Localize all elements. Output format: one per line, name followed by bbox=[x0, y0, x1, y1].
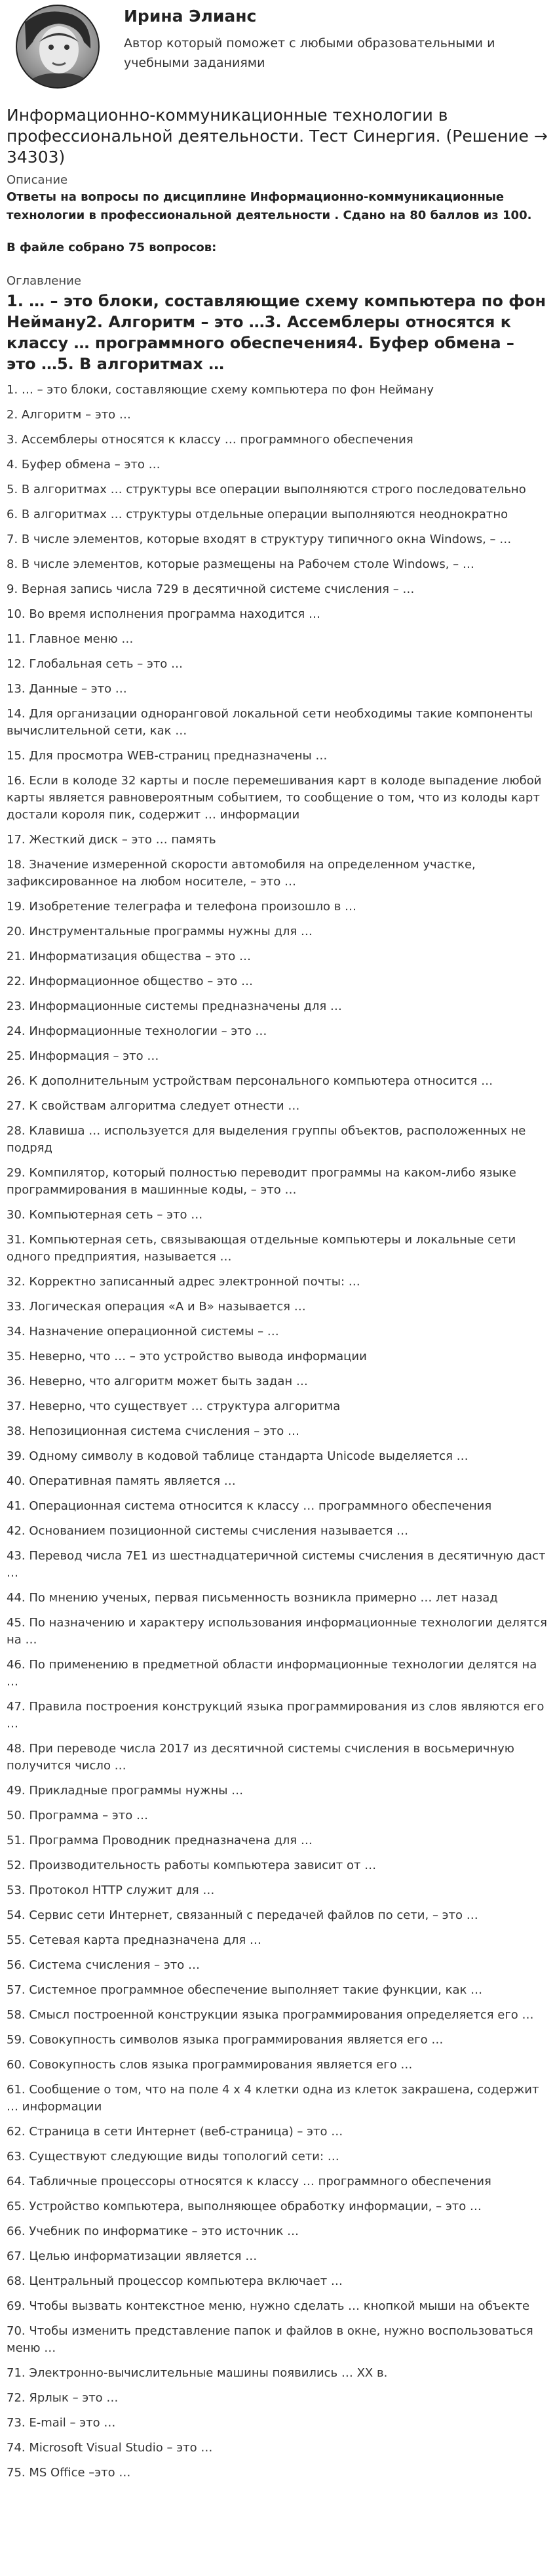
author-block bbox=[7, 0, 548, 94]
question-item: 45. По назначению и характеру использования информационные технологии делятся на … bbox=[7, 1616, 547, 1647]
question-item: 41. Операционная система относится к классу … программного обеспечения bbox=[7, 1499, 492, 1513]
question-item: 34. Назначение операционной системы – … bbox=[7, 1325, 279, 1338]
question-item: 42. Основанием позиционной системы счисления называется … bbox=[7, 1524, 409, 1538]
question-item: 19. Изобретение телеграфа и телефона произошло в … bbox=[7, 900, 357, 914]
question-item: 53. Протокол HTTP служит для … bbox=[7, 1883, 215, 1897]
question-item: 56. Система счисления – это … bbox=[7, 1958, 200, 1972]
question-item: 75. MS Office –это … bbox=[7, 2466, 131, 2480]
question-item: 18. Значение измеренной скорости автомобиля на определенном участке, зафиксированное на любом носителе, – это … bbox=[7, 858, 476, 889]
question-item: 31. Компьютерная сеть, связывающая отдельные компьютеры и локальные сети одного предприятия, называется … bbox=[7, 1233, 516, 1264]
question-item: 63. Существуют следующие виды топологий сети: … bbox=[7, 2150, 339, 2163]
question-item: 71. Электронно-вычислительные машины появились … XX в. bbox=[7, 2366, 388, 2380]
question-item: 47. Правила построения конструкций языка программирования из слов являются его … bbox=[7, 1700, 545, 1731]
question-item: 36. Неверно, что алгоритм может быть задан … bbox=[7, 1375, 308, 1388]
question-item: 67. Целью информатизации является … bbox=[7, 2249, 258, 2263]
question-item: 28. Клавиша … используется для выделения группы объектов, расположенных не подряд bbox=[7, 1124, 526, 1155]
question-item: 15. Для просмотра WEB-страниц предназначены … bbox=[7, 749, 328, 763]
question-item: 29. Компилятор, который полностью переводит программы на каком-либо языке программирования в машинные коды, – это … bbox=[7, 1166, 516, 1197]
question-item: 55. Сетевая карта предназначена для … bbox=[7, 1933, 261, 1947]
author-avatar[interactable] bbox=[7, 3, 108, 91]
description-label: Описание bbox=[7, 173, 68, 187]
question-item: 8. В числе элементов, которые размещены на Рабочем столе Windows, – … bbox=[7, 557, 474, 571]
question-item: 52. Производительность работы компьютера зависит от … bbox=[7, 1859, 377, 1872]
question-item: 74. Microsoft Visual Studio – это … bbox=[7, 2441, 213, 2455]
toc-text: 1. … – это блоки, составляющие схему компьютера по фон Нейману2. Алгоритм – это …3. Ассемблеры относятся к классу … программного обеспечения4. Буфер обмена – это …5. В алгоритмах … bbox=[7, 292, 546, 373]
question-item: 65. Устройство компьютера, выполняющее обработку информации, – это … bbox=[7, 2200, 482, 2213]
question-item: 1. … – это блоки, составляющие схему компьютера по фон Нейману bbox=[7, 383, 434, 397]
question-item: 58. Смысл построенной конструкции языка программирования определяется его … bbox=[7, 2008, 534, 2022]
question-item: 73. E-mail – это … bbox=[7, 2416, 116, 2430]
question-item: 20. Инструментальные программы нужны для … bbox=[7, 925, 313, 938]
question-item: 4. Буфер обмена – это … bbox=[7, 458, 161, 472]
question-item: 13. Данные – это … bbox=[7, 682, 127, 696]
question-item: 43. Перевод числа 7E1 из шестнадцатеричной системы счисления в десятичную даст … bbox=[7, 1549, 546, 1580]
question-item: 6. В алгоритмах … структуры отдельные операции выполняются неоднократно bbox=[7, 508, 508, 521]
question-item: 7. В числе элементов, которые входят в структуру типичного окна Windows, – … bbox=[7, 533, 512, 546]
question-item: 72. Ярлык – это … bbox=[7, 2391, 119, 2405]
avatar-icon bbox=[7, 3, 108, 91]
question-item: 25. Информация – это … bbox=[7, 1049, 159, 1063]
question-item: 68. Центральный процессор компьютера включает … bbox=[7, 2274, 343, 2288]
question-item: 16. Если в колоде 32 карты и после перемешивания карт в колоде выпадение любой карты является равновероятным событием, то сообщение о том, что из колоды карт достали короля пик, содержит … информации bbox=[7, 774, 542, 822]
question-item: 3. Ассемблеры относятся к классу … программного обеспечения bbox=[7, 433, 413, 447]
page-title: Информационно-коммуникационные технологии в профессиональной деятельности. Тест Синергия. (Решение → 34303) bbox=[7, 106, 548, 167]
question-item: 12. Глобальная сеть – это … bbox=[7, 657, 183, 671]
question-item: 5. В алгоритмах … структуры все операции выполняются строго последовательно bbox=[7, 483, 526, 496]
question-list bbox=[7, 378, 548, 2486]
question-item: 2. Алгоритм – это … bbox=[7, 408, 131, 422]
question-item: 17. Жесткий диск – это … память bbox=[7, 833, 216, 847]
question-item: 37. Неверно, что существует … структура алгоритма bbox=[7, 1399, 341, 1413]
description-text: Ответы на вопросы по дисциплине Информационно-коммуникационные технологии в профессиональной деятельности . Сдано на 80 баллов из 100. bbox=[7, 190, 532, 222]
question-item: 9. Верная запись числа 729 в десятичной системе счисления – … bbox=[7, 582, 415, 596]
question-item: 10. Во время исполнения программа находится … bbox=[7, 607, 320, 621]
question-item: 57. Системное программное обеспечение выполняет такие функции, как … bbox=[7, 1983, 483, 1997]
question-item: 50. Программа – это … bbox=[7, 1809, 148, 1822]
question-item: 60. Совокупность слов языка программирования является его … bbox=[7, 2058, 413, 2072]
toc-label: Оглавление bbox=[7, 274, 81, 288]
question-item: 61. Сообщение о том, что на поле 4 х 4 клетки одна из клеток закрашена, содержит … информации bbox=[7, 2083, 539, 2114]
question-item: 30. Компьютерная сеть – это … bbox=[7, 1208, 203, 1222]
question-item: 11. Главное меню … bbox=[7, 632, 134, 646]
question-item: 35. Неверно, что … – это устройство вывода информации bbox=[7, 1350, 367, 1363]
author-description: Автор который поможет с любыми образовательными и учебными заданиями bbox=[124, 36, 495, 70]
author-name[interactable]: Ирина Элианс bbox=[124, 7, 257, 26]
question-item: 26. К дополнительным устройствам персонального компьютера относится … bbox=[7, 1074, 493, 1088]
question-item: 38. Непозиционная система счисления – это … bbox=[7, 1424, 300, 1438]
question-item: 51. Программа Проводник предназначена для … bbox=[7, 1834, 313, 1847]
question-item: 48. При переводе числа 2017 из десятичной системы счисления в восьмеричную получится число … bbox=[7, 1742, 514, 1773]
question-item: 66. Учебник по информатике – это источник … bbox=[7, 2224, 299, 2238]
author-info bbox=[124, 3, 517, 73]
question-item: 23. Информационные системы предназначены для … bbox=[7, 999, 342, 1013]
question-item: 69. Чтобы вызвать контекстное меню, нужно сделать … кнопкой мыши на объекте bbox=[7, 2299, 530, 2313]
question-item: 22. Информационное общество – это … bbox=[7, 975, 254, 988]
question-item: 40. Оперативная память является … bbox=[7, 1474, 236, 1488]
question-item: 70. Чтобы изменить представление папок и файлов в окне, нужно воспользоваться меню … bbox=[7, 2324, 533, 2355]
question-item: 39. Одному символу в кодовой таблице стандарта Unicode выделяется … bbox=[7, 1449, 469, 1463]
question-item: 62. Страница в сети Интернет (веб-страница) – это … bbox=[7, 2125, 343, 2139]
question-item: 33. Логическая операция «А и В» называется … bbox=[7, 1300, 306, 1314]
question-item: 14. Для организации одноранговой локальной сети необходимы такие компоненты вычислительной сети, как … bbox=[7, 707, 533, 738]
question-item: 27. К свойствам алгоритма следует отнести … bbox=[7, 1099, 300, 1113]
question-count: В файле собрано 75 вопросов: bbox=[7, 241, 217, 254]
question-item: 59. Совокупность символов языка программирования является его … bbox=[7, 2033, 444, 2047]
question-item: 46. По применению в предметной области информационные технологии делятся на … bbox=[7, 1658, 537, 1689]
question-item: 21. Информатизация общества – это … bbox=[7, 950, 252, 963]
question-item: 32. Корректно записанный адрес электронной почты: … bbox=[7, 1275, 360, 1289]
question-item: 44. По мнению ученых, первая письменность возникла примерно … лет назад bbox=[7, 1591, 498, 1605]
question-item: 54. Сервис сети Интернет, связанный с передачей файлов по сети, – это … bbox=[7, 1908, 478, 1922]
question-item: 49. Прикладные программы нужны … bbox=[7, 1784, 244, 1798]
question-item: 24. Информационные технологии – это … bbox=[7, 1024, 267, 1038]
question-item: 64. Табличные процессоры относятся к классу … программного обеспечения bbox=[7, 2175, 491, 2188]
